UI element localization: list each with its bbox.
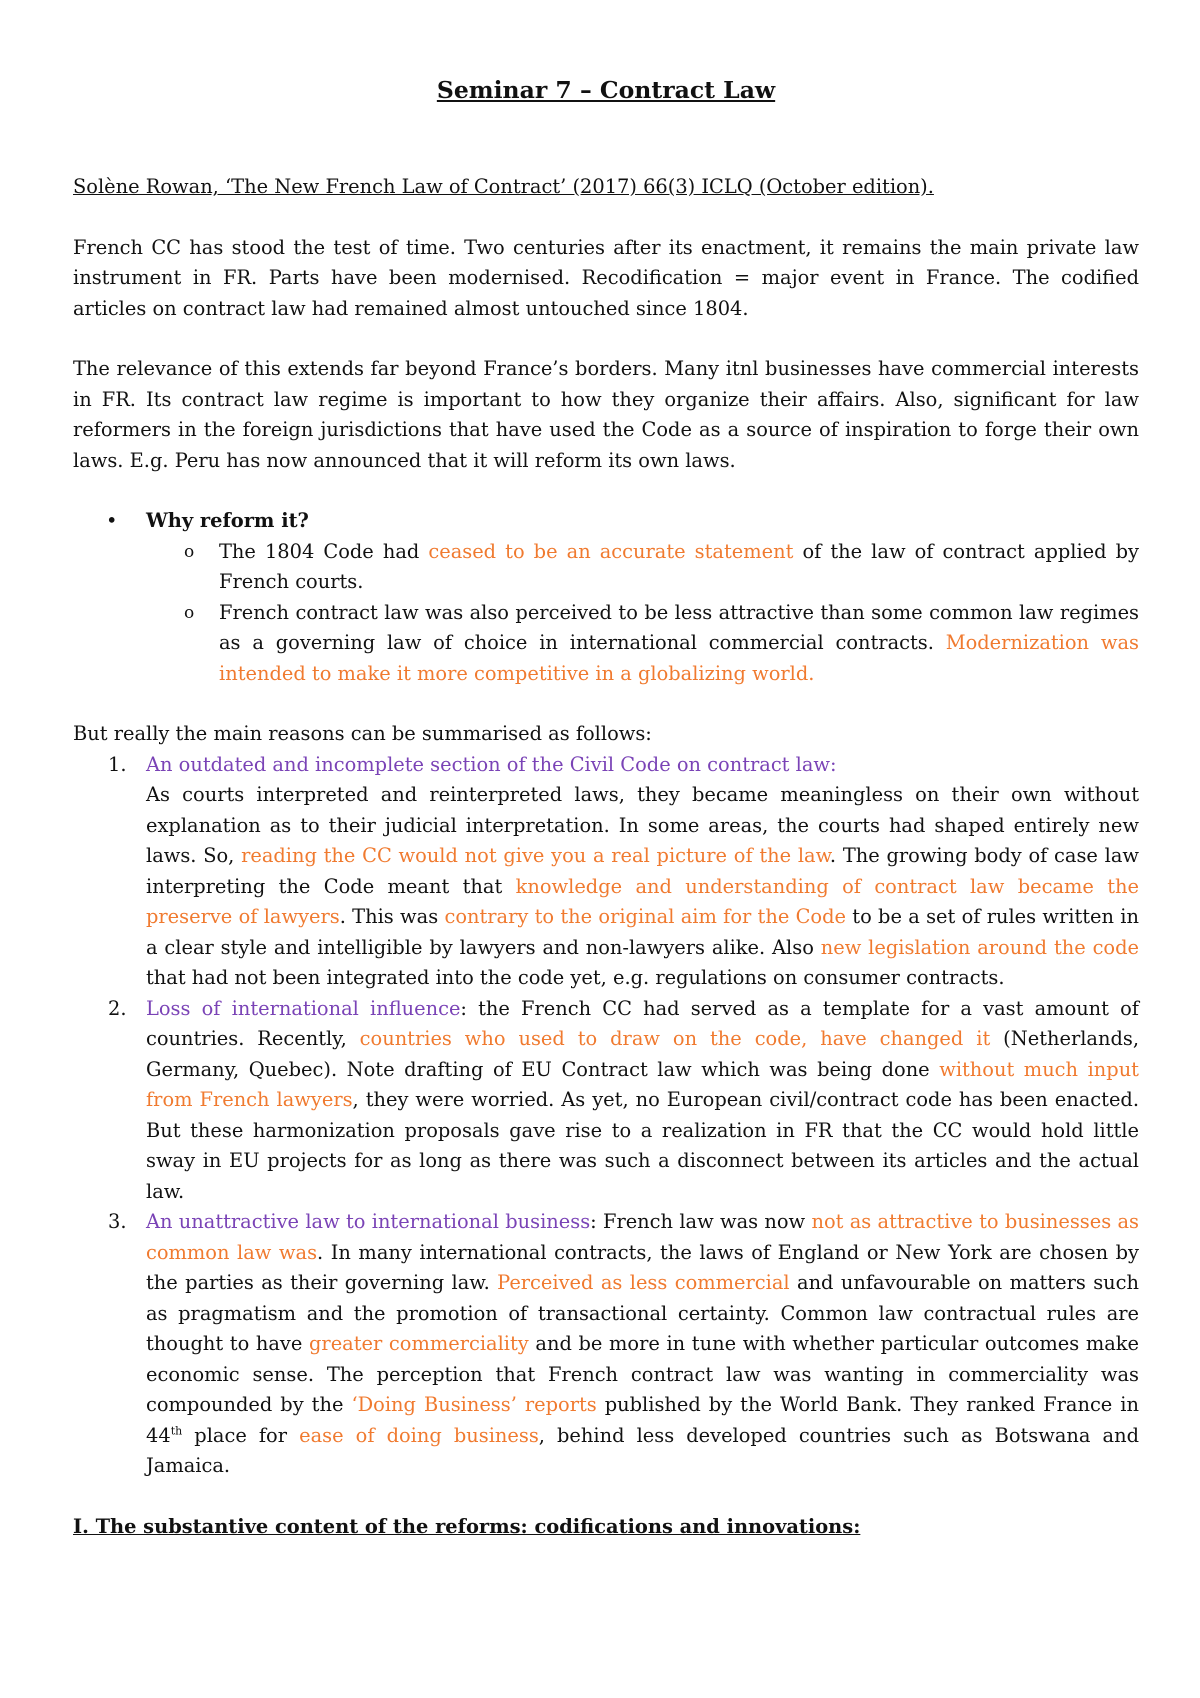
reason-heading: An outdated and incomplete section of the Civil Code on contract law:: [146, 752, 837, 776]
superscript: th: [170, 1424, 183, 1438]
paragraph-relevance: The relevance of this extends far beyond France’s borders. Many itnl businesses have commercial interests in FR. Its contract law regime is important to how they organize their affairs. Also, significant for law reformers in the foreign jurisdictions that have used the Code as a source of inspiration to forge their own laws. E.g. Peru has now announced that it will reform its own laws.: [73, 357, 1139, 472]
list-number: 1.: [108, 752, 127, 776]
sub-bullet-icon: o: [184, 541, 195, 562]
highlight-text: not as attractive to businesses as common law was: [146, 1210, 1139, 1264]
sub-bullet-icon: o: [184, 602, 195, 623]
why-reform-heading: Why reform it?: [146, 509, 309, 532]
document-page: [73, 60, 1139, 1542]
reasons-intro: But really the main reasons can be summarised as follows:: [73, 722, 652, 745]
highlight-text: countries who used to draw on the code, have changed it: [359, 1027, 991, 1050]
highlight-text: without much input from French lawyers: [146, 1057, 1139, 1111]
reason-item: 2. Loss of international influence: the French CC had served as a template for a vast amount of countries. Recently, countries who used to draw on the code, have changed it (Netherlands, Germany, Quebec). Note drafting of EU Contract law which was being done without much input from French lawyers, they were worried. As yet, no European civil/contract code has been enacted. But these harmonization proposals gave rise to a realization in FR that the CC would hold little sway in EU projects for as long as there was such a disconnect between its articles and the actual law.: [73, 994, 1139, 1208]
reason-item: 3. An unattractive law to international business: French law was now not as attractive to businesses as common law was. In many international contracts, the laws of England or New York are chosen by the parties as their governing law. Perceived as less commercial and unfavourable on matters such as pragmatism and the promotion of transactional certainty. Common law contractual rules are thought to have greater commerciality and be more in tune with whether particular outcomes make economic sense. The perception that French contract law was wanting in commerciality was compounded by the ‘Doing Business’ reports published by the World Bank. They ranked France in 44th place for ease of doing business, behind less developed countries such as Botswana and Jamaica.: [73, 1207, 1139, 1482]
list-number: 3.: [108, 1210, 127, 1233]
why-reform-item: o The 1804 Code had ceased to be an accurate statement of the law of contract applied by French courts.: [73, 537, 1139, 598]
list-number: 2.: [108, 996, 127, 1020]
page-title: Seminar 7 – Contract Law: [436, 76, 776, 104]
highlight-text: ceased to be an accurate statement: [428, 539, 794, 563]
reason-heading: Loss of international influence: [146, 996, 461, 1020]
highlight-text: ease of doing business: [299, 1423, 539, 1447]
why-reform-item: o French contract law was also perceived to be less attractive than some common law regimes as a governing law of choice in international commercial contracts. Modernization was intended to make it more competitive in a globalizing world.: [73, 598, 1139, 690]
bullet-icon: •: [106, 509, 118, 532]
why-reform-list: [73, 506, 1139, 689]
highlight-text: knowledge and understanding of contract law became the preserve of lawyers: [146, 874, 1139, 928]
paragraph-intro: French CC has stood the test of time. Two centuries after its enactment, it remains the main private law instrument in FR. Parts have been modernised. Recodification = major event in France. The codified articles on contract law had remained almost untouched since 1804.: [73, 235, 1139, 320]
highlight-text: greater commerciality: [309, 1332, 529, 1355]
reason-heading: An unattractive law to international business: [146, 1210, 591, 1233]
why-reform-bullet: [73, 506, 1139, 537]
section-heading: I. The substantive content of the reforms: codifications and innovations:: [73, 1514, 861, 1538]
citation: Solène Rowan, ‘The New French Law of Contract’ (2017) 66(3) ICLQ (October edition).: [73, 175, 934, 198]
highlight-text: new legislation around the code: [820, 935, 1139, 959]
highlight-text: ‘Doing Business’ reports: [351, 1393, 597, 1416]
highlight-text: Modernization was intended to make it more competitive in a globalizing world.: [219, 631, 1139, 685]
highlight-text: Perceived as less commercial: [497, 1271, 790, 1294]
reason-item: 1. An outdated and incomplete section of the Civil Code on contract law: As courts interpreted and reinterpreted laws, they became meaningless on their own without explanation as to their judicial interpretation. In some areas, the courts had shaped entirely new laws. So, reading the CC would not give you a real picture of the law. The growing body of case law interpreting the Code meant that knowledge and understanding of contract law became the preserve of lawyers. This was contrary to the original aim for the Code to be a set of rules written in a clear style and intelligible by lawyers and non-lawyers alike. Also new legislation around the code that had not been integrated into the code yet, e.g. regulations on consumer contracts.: [73, 750, 1139, 994]
highlight-text: reading the CC would not give you a real picture of the law: [241, 844, 830, 867]
highlight-text: contrary to the original aim for the Code: [444, 905, 846, 928]
